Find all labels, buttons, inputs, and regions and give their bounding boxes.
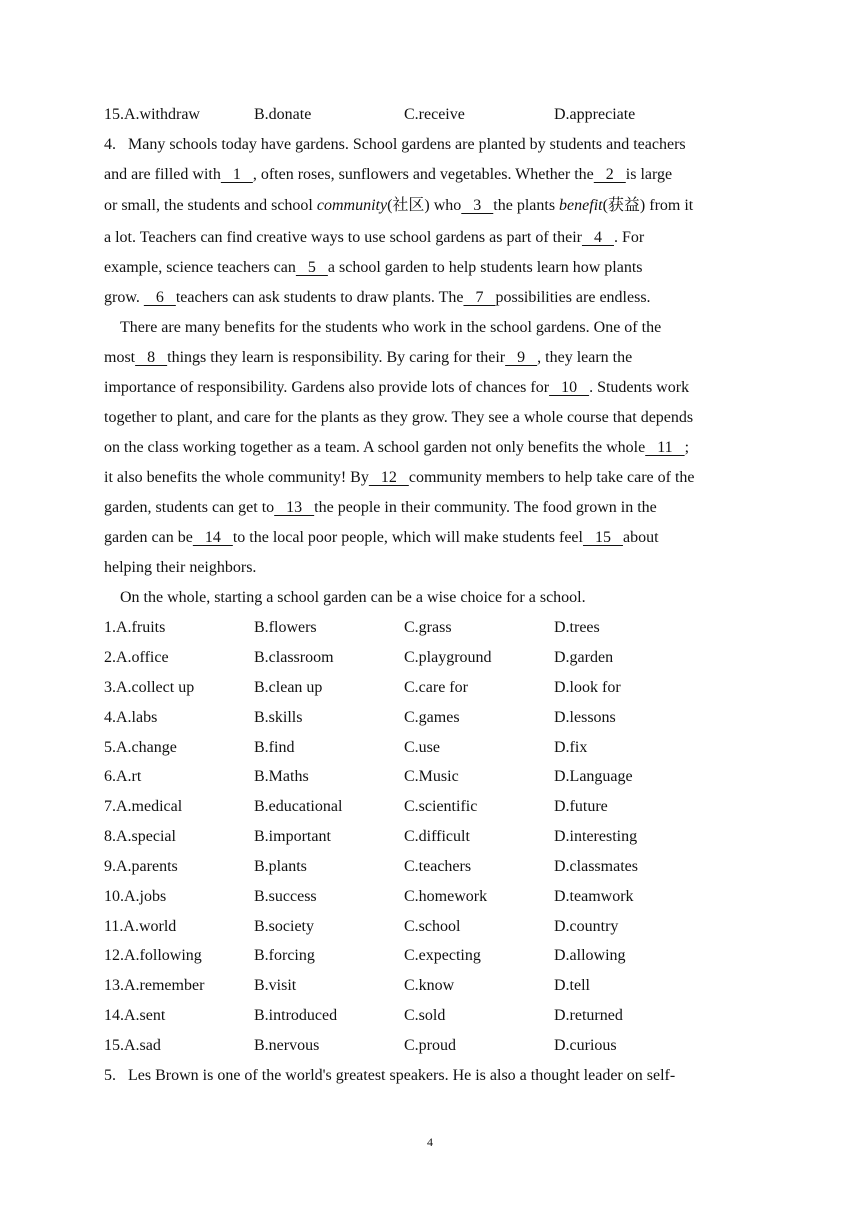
q5-option-a: 5.A.change <box>104 739 177 756</box>
passage4-line-14: garden can be 14 to the local poor people, which will make students feel 15 about <box>104 529 659 546</box>
q1-option-d: D.trees <box>554 619 600 636</box>
passage4-line-13: garden, students can get to 13 the people in their community. The food grown in the <box>104 499 657 516</box>
q12-option-d: D.allowing <box>554 947 626 964</box>
q6-option-c: C.Music <box>404 768 459 785</box>
q13-option-c: C.know <box>404 977 455 994</box>
q15-option-d: D.curious <box>554 1037 617 1054</box>
prev-q15-option-a: 15.A.withdraw <box>104 106 200 123</box>
q3-option-d: D.look for <box>554 679 621 696</box>
passage4-line-15: helping their neighbors. <box>104 559 257 576</box>
passage4-line-6: grow. 6 teachers can ask students to draw plants. The 7 possibilities are endless. <box>104 289 651 306</box>
blank-10: 10 <box>549 379 590 396</box>
q8-option-a: 8.A.special <box>104 828 176 845</box>
q12-option-b: B.forcing <box>254 947 315 964</box>
q7-option-d: D.future <box>554 798 608 815</box>
q2-option-b: B.classroom <box>254 649 334 666</box>
q10-option-b: B.success <box>254 888 317 905</box>
blank-1: 1 <box>220 166 253 183</box>
q3-option-b: B.clean up <box>254 679 323 696</box>
q12-option-c: C.expecting <box>404 947 481 964</box>
blank-13: 13 <box>274 499 315 516</box>
blank-5: 5 <box>295 259 328 276</box>
q6-option-b: B.Maths <box>254 768 309 785</box>
q4-option-d: D.lessons <box>554 709 616 726</box>
q2-option-c: C.playground <box>404 649 492 666</box>
q14-option-c: C.sold <box>404 1007 446 1024</box>
prev-q15-option-c: C.receive <box>404 106 465 123</box>
q14-option-a: 14.A.sent <box>104 1007 166 1024</box>
q11-option-c: C.school <box>404 918 461 935</box>
q8-option-c: C.difficult <box>404 828 470 845</box>
passage5-line-1: 5. Les Brown is one of the world's greatest speakers. He is also a thought leader on self- <box>104 1067 676 1084</box>
blank-14: 14 <box>192 529 233 546</box>
passage4-line-11: on the class working together as a team. A school garden not only benefits the whole 11 ; <box>104 439 690 456</box>
q13-option-d: D.tell <box>554 977 590 994</box>
blank-12: 12 <box>368 469 409 486</box>
q4-option-b: B.skills <box>254 709 303 726</box>
passage4-line-4: a lot. Teachers can find creative ways to use school gardens as part of their 4 . For <box>104 229 645 246</box>
passage4-line-12: it also benefits the whole community! By 12 community members to help take care of the <box>104 469 695 486</box>
passage4-line-9: importance of responsibility. Gardens also provide lots of chances for 10 . Students work <box>104 379 690 396</box>
passage4-line-1: 4. Many schools today have gardens. School gardens are planted by students and teachers <box>104 136 686 153</box>
q5-option-b: B.find <box>254 739 295 756</box>
q10-option-c: C.homework <box>404 888 488 905</box>
q6-option-d: D.Language <box>554 768 633 785</box>
blank-6: 6 <box>143 289 176 306</box>
blank-2: 2 <box>593 166 626 183</box>
q2-option-d: D.garden <box>554 649 614 666</box>
q9-option-d: D.classmates <box>554 858 638 875</box>
q5-option-d: D.fix <box>554 739 588 756</box>
prev-q15-option-b: B.donate <box>254 106 312 123</box>
q9-option-a: 9.A.parents <box>104 858 178 875</box>
q15-option-c: C.proud <box>404 1037 456 1054</box>
q7-option-c: C.scientific <box>404 798 478 815</box>
q15-option-a: 15.A.sad <box>104 1037 161 1054</box>
q3-option-c: C.care for <box>404 679 468 696</box>
q9-option-c: C.teachers <box>404 858 472 875</box>
q8-option-d: D.interesting <box>554 828 638 845</box>
q1-option-c: C.grass <box>404 619 452 636</box>
blank-15: 15 <box>582 529 623 546</box>
q10-option-d: D.teamwork <box>554 888 634 905</box>
page-number: 4 <box>427 1135 433 1149</box>
blank-9: 9 <box>505 349 538 366</box>
blank-8: 8 <box>135 349 168 366</box>
q4-option-a: 4.A.labs <box>104 709 158 726</box>
blank-3: 3 <box>461 197 494 214</box>
q13-option-a: 13.A.remember <box>104 977 205 994</box>
q11-option-a: 11.A.world <box>104 918 177 935</box>
q9-option-b: B.plants <box>254 858 307 875</box>
q1-option-b: B.flowers <box>254 619 317 636</box>
q8-option-b: B.important <box>254 828 331 845</box>
passage4-line-5: example, science teachers can 5 a school garden to help students learn how plants <box>104 259 643 276</box>
passage4-line-8: most 8 things they learn is responsibility. By caring for their 9 , they learn the <box>104 349 633 366</box>
blank-11: 11 <box>645 439 685 456</box>
q11-option-b: B.society <box>254 918 314 935</box>
blank-7: 7 <box>463 289 496 306</box>
q10-option-a: 10.A.jobs <box>104 888 167 905</box>
q15-option-b: B.nervous <box>254 1037 320 1054</box>
prev-q15-option-d: D.appreciate <box>554 106 636 123</box>
q14-option-d: D.returned <box>554 1007 623 1024</box>
q12-option-a: 12.A.following <box>104 947 202 964</box>
q3-option-a: 3.A.collect up <box>104 679 195 696</box>
passage4-line-10: together to plant, and care for the plants as they grow. They see a whole course that depends <box>104 409 694 426</box>
q6-option-a: 6.A.rt <box>104 768 142 785</box>
passage4-line-7: There are many benefits for the students who work in the school gardens. One of the <box>120 319 662 336</box>
blank-4: 4 <box>581 229 614 246</box>
q7-option-a: 7.A.medical <box>104 798 183 815</box>
q2-option-a: 2.A.office <box>104 649 169 666</box>
q4-option-c: C.games <box>404 709 460 726</box>
passage4-line-2: and are filled with 1 , often roses, sunflowers and vegetables. Whether the 2 is large <box>104 166 673 183</box>
q11-option-d: D.country <box>554 918 619 935</box>
q14-option-b: B.introduced <box>254 1007 338 1024</box>
q13-option-b: B.visit <box>254 977 297 994</box>
passage4-line-3: or small, the students and school community(社区) who 3 the plants benefit(获益) from it <box>104 197 694 214</box>
passage4-line-16: On the whole, starting a school garden can be a wise choice for a school. <box>120 589 586 606</box>
q5-option-c: C.use <box>404 739 440 756</box>
q1-option-a: 1.A.fruits <box>104 619 166 636</box>
q7-option-b: B.educational <box>254 798 343 815</box>
